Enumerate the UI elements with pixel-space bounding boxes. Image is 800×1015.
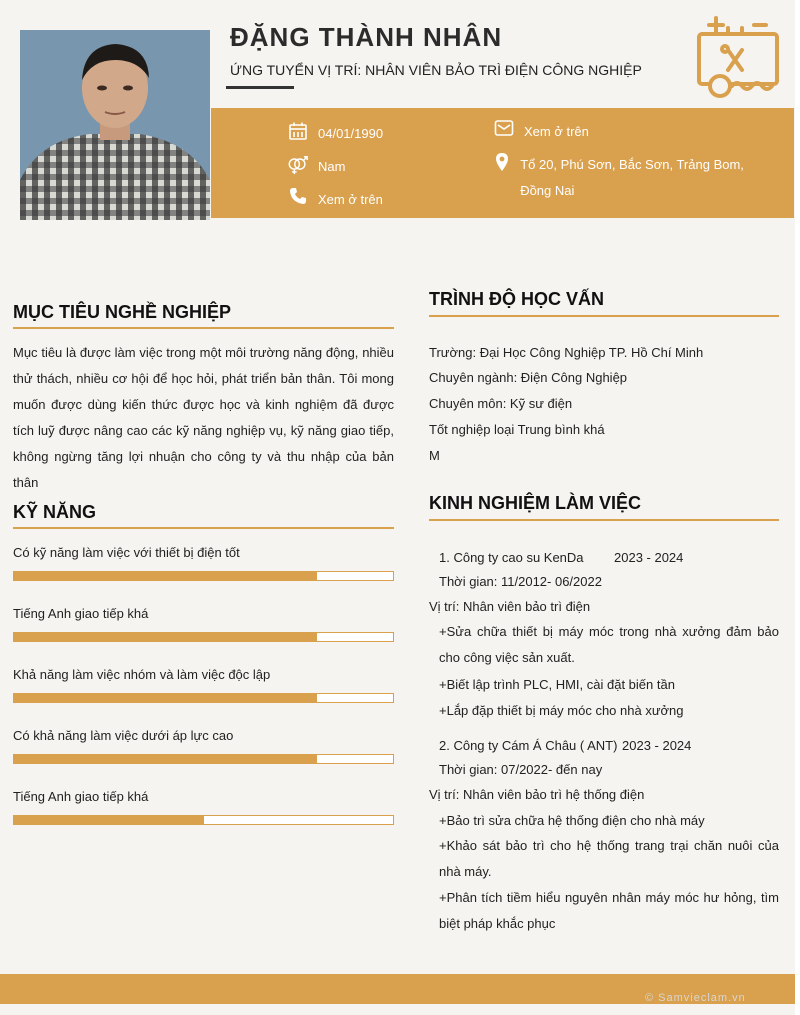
map-pin-icon bbox=[493, 152, 511, 172]
applied-position: ỨNG TUYỂN VỊ TRÍ: NHÂN VIÊN BẢO TRÌ ĐIỆN CÔNG NGHIỆP bbox=[230, 62, 642, 78]
skill-bar bbox=[13, 693, 394, 703]
job-task: +Sửa chữa thiết bị máy móc trong nhà xưởng đảm bảo cho công việc sản xuất. bbox=[439, 624, 779, 665]
skill-label: Khả năng làm việc nhóm và làm việc độc lập bbox=[13, 667, 271, 682]
objective-text: Mục tiêu là được làm việc trong một môi trường năng động, nhiều thử thách, nhiều cơ hội để học hỏi, phát triển bản thân. Tôi mong muốn được dùng kiến thức được học và kinh nghiệm đã được tích luỹ được nâng cao các kỹ năng nghiệp vụ, kỹ năng giao tiếp, không ngừng tăng lợi nhuận cho công ty và thu nhập của bản thân bbox=[13, 345, 394, 490]
address-row bbox=[493, 152, 753, 204]
skill-bar bbox=[13, 815, 394, 825]
email-row bbox=[493, 119, 589, 145]
objective-heading: MỤC TIÊU NGHỀ NGHIỆP bbox=[13, 302, 232, 322]
profile-photo bbox=[20, 30, 210, 220]
skill-label: Có kỹ năng làm việc với thiết bị điện tốt bbox=[13, 545, 240, 560]
skill-bar-fill bbox=[14, 633, 317, 641]
job-role: Vị trí: Nhân viên bảo trì hệ thống điện bbox=[429, 787, 645, 802]
skill-bar-fill bbox=[14, 572, 317, 580]
skill-bar-fill bbox=[14, 694, 317, 702]
envelope-icon bbox=[493, 119, 515, 137]
skills-divider bbox=[13, 527, 394, 529]
battery-tools-icon bbox=[692, 14, 782, 102]
skill-label: Tiếng Anh giao tiếp khá bbox=[13, 789, 149, 804]
job-period: Thời gian: 11/2012- 06/2022 bbox=[439, 574, 602, 589]
job-task: +Khảo sát bảo trì cho hệ thống trang trại chăn nuôi của nhà máy. bbox=[439, 838, 779, 879]
candidate-name: ĐẶNG THÀNH NHÂN bbox=[230, 22, 503, 52]
job-task: +Lắp đặp thiết bị máy móc cho nhà xưởng bbox=[439, 703, 684, 718]
skill-bar bbox=[13, 632, 394, 642]
job-years: 2023 - 2024 bbox=[622, 738, 692, 753]
job-task: +Bảo trì sửa chữa hệ thống điện cho nhà máy bbox=[439, 813, 705, 828]
watermark: © Samvieclam.vn bbox=[645, 992, 746, 1004]
education-major: Chuyên ngành: Điện Công Nghiệp bbox=[429, 370, 628, 385]
experience-divider bbox=[429, 519, 779, 521]
job-years: 2023 - 2024 bbox=[614, 550, 684, 565]
phone-value: Xem ở trên bbox=[318, 192, 383, 207]
experience-heading: KINH NGHIỆM LÀM VIỆC bbox=[429, 493, 642, 513]
skills-heading: KỸ NĂNG bbox=[13, 502, 97, 522]
gender-value: Nam bbox=[318, 159, 346, 174]
gender-icon bbox=[287, 154, 309, 176]
skill-label: Tiếng Anh giao tiếp khá bbox=[13, 606, 149, 621]
education-heading: TRÌNH ĐỘ HỌC VẤN bbox=[429, 289, 604, 309]
skill-bar-fill bbox=[14, 755, 317, 763]
name-underline bbox=[226, 86, 294, 89]
address-value: Tổ 20, Phú Sơn, Bắc Sơn, Trảng Bom, Đồng Nai bbox=[520, 157, 744, 198]
skill-bar bbox=[13, 754, 394, 764]
job-task: +Biết lập trình PLC, HMI, cài đặt biến tần bbox=[439, 677, 675, 692]
birthday-value: 04/01/1990 bbox=[318, 126, 384, 141]
job-period: Thời gian: 07/2022- đến nay bbox=[439, 762, 603, 777]
job-task: +Phân tích tiềm hiểu nguyên nhân máy móc hư hỏng, tìm biệt pháp khắc phục bbox=[439, 890, 779, 931]
education-divider bbox=[429, 315, 779, 317]
job-company: 2. Công ty Cám Á Châu ( ANT) bbox=[439, 738, 618, 753]
skill-bar bbox=[13, 571, 394, 581]
calendar-icon bbox=[287, 121, 309, 141]
phone-row bbox=[287, 187, 383, 213]
gender-row bbox=[287, 154, 345, 180]
job-role: Vị trí: Nhân viên bảo trì điện bbox=[429, 599, 591, 614]
phone-icon bbox=[287, 187, 309, 205]
job-company: 1. Công ty cao su KenDa bbox=[439, 550, 584, 565]
education-extra: M bbox=[429, 448, 440, 463]
education-grade: Tốt nghiệp loại Trung bình khá bbox=[429, 422, 605, 437]
education-school: Trường: Đại Học Công Nghiệp TP. Hồ Chí Minh bbox=[429, 345, 704, 360]
email-value: Xem ở trên bbox=[524, 124, 589, 139]
skill-label: Có khả năng làm việc dưới áp lực cao bbox=[13, 728, 234, 743]
birthday-row bbox=[287, 121, 383, 147]
education-specialty: Chuyên môn: Kỹ sư điện bbox=[429, 396, 573, 411]
skill-bar-fill bbox=[14, 816, 204, 824]
objective-divider bbox=[13, 327, 394, 329]
